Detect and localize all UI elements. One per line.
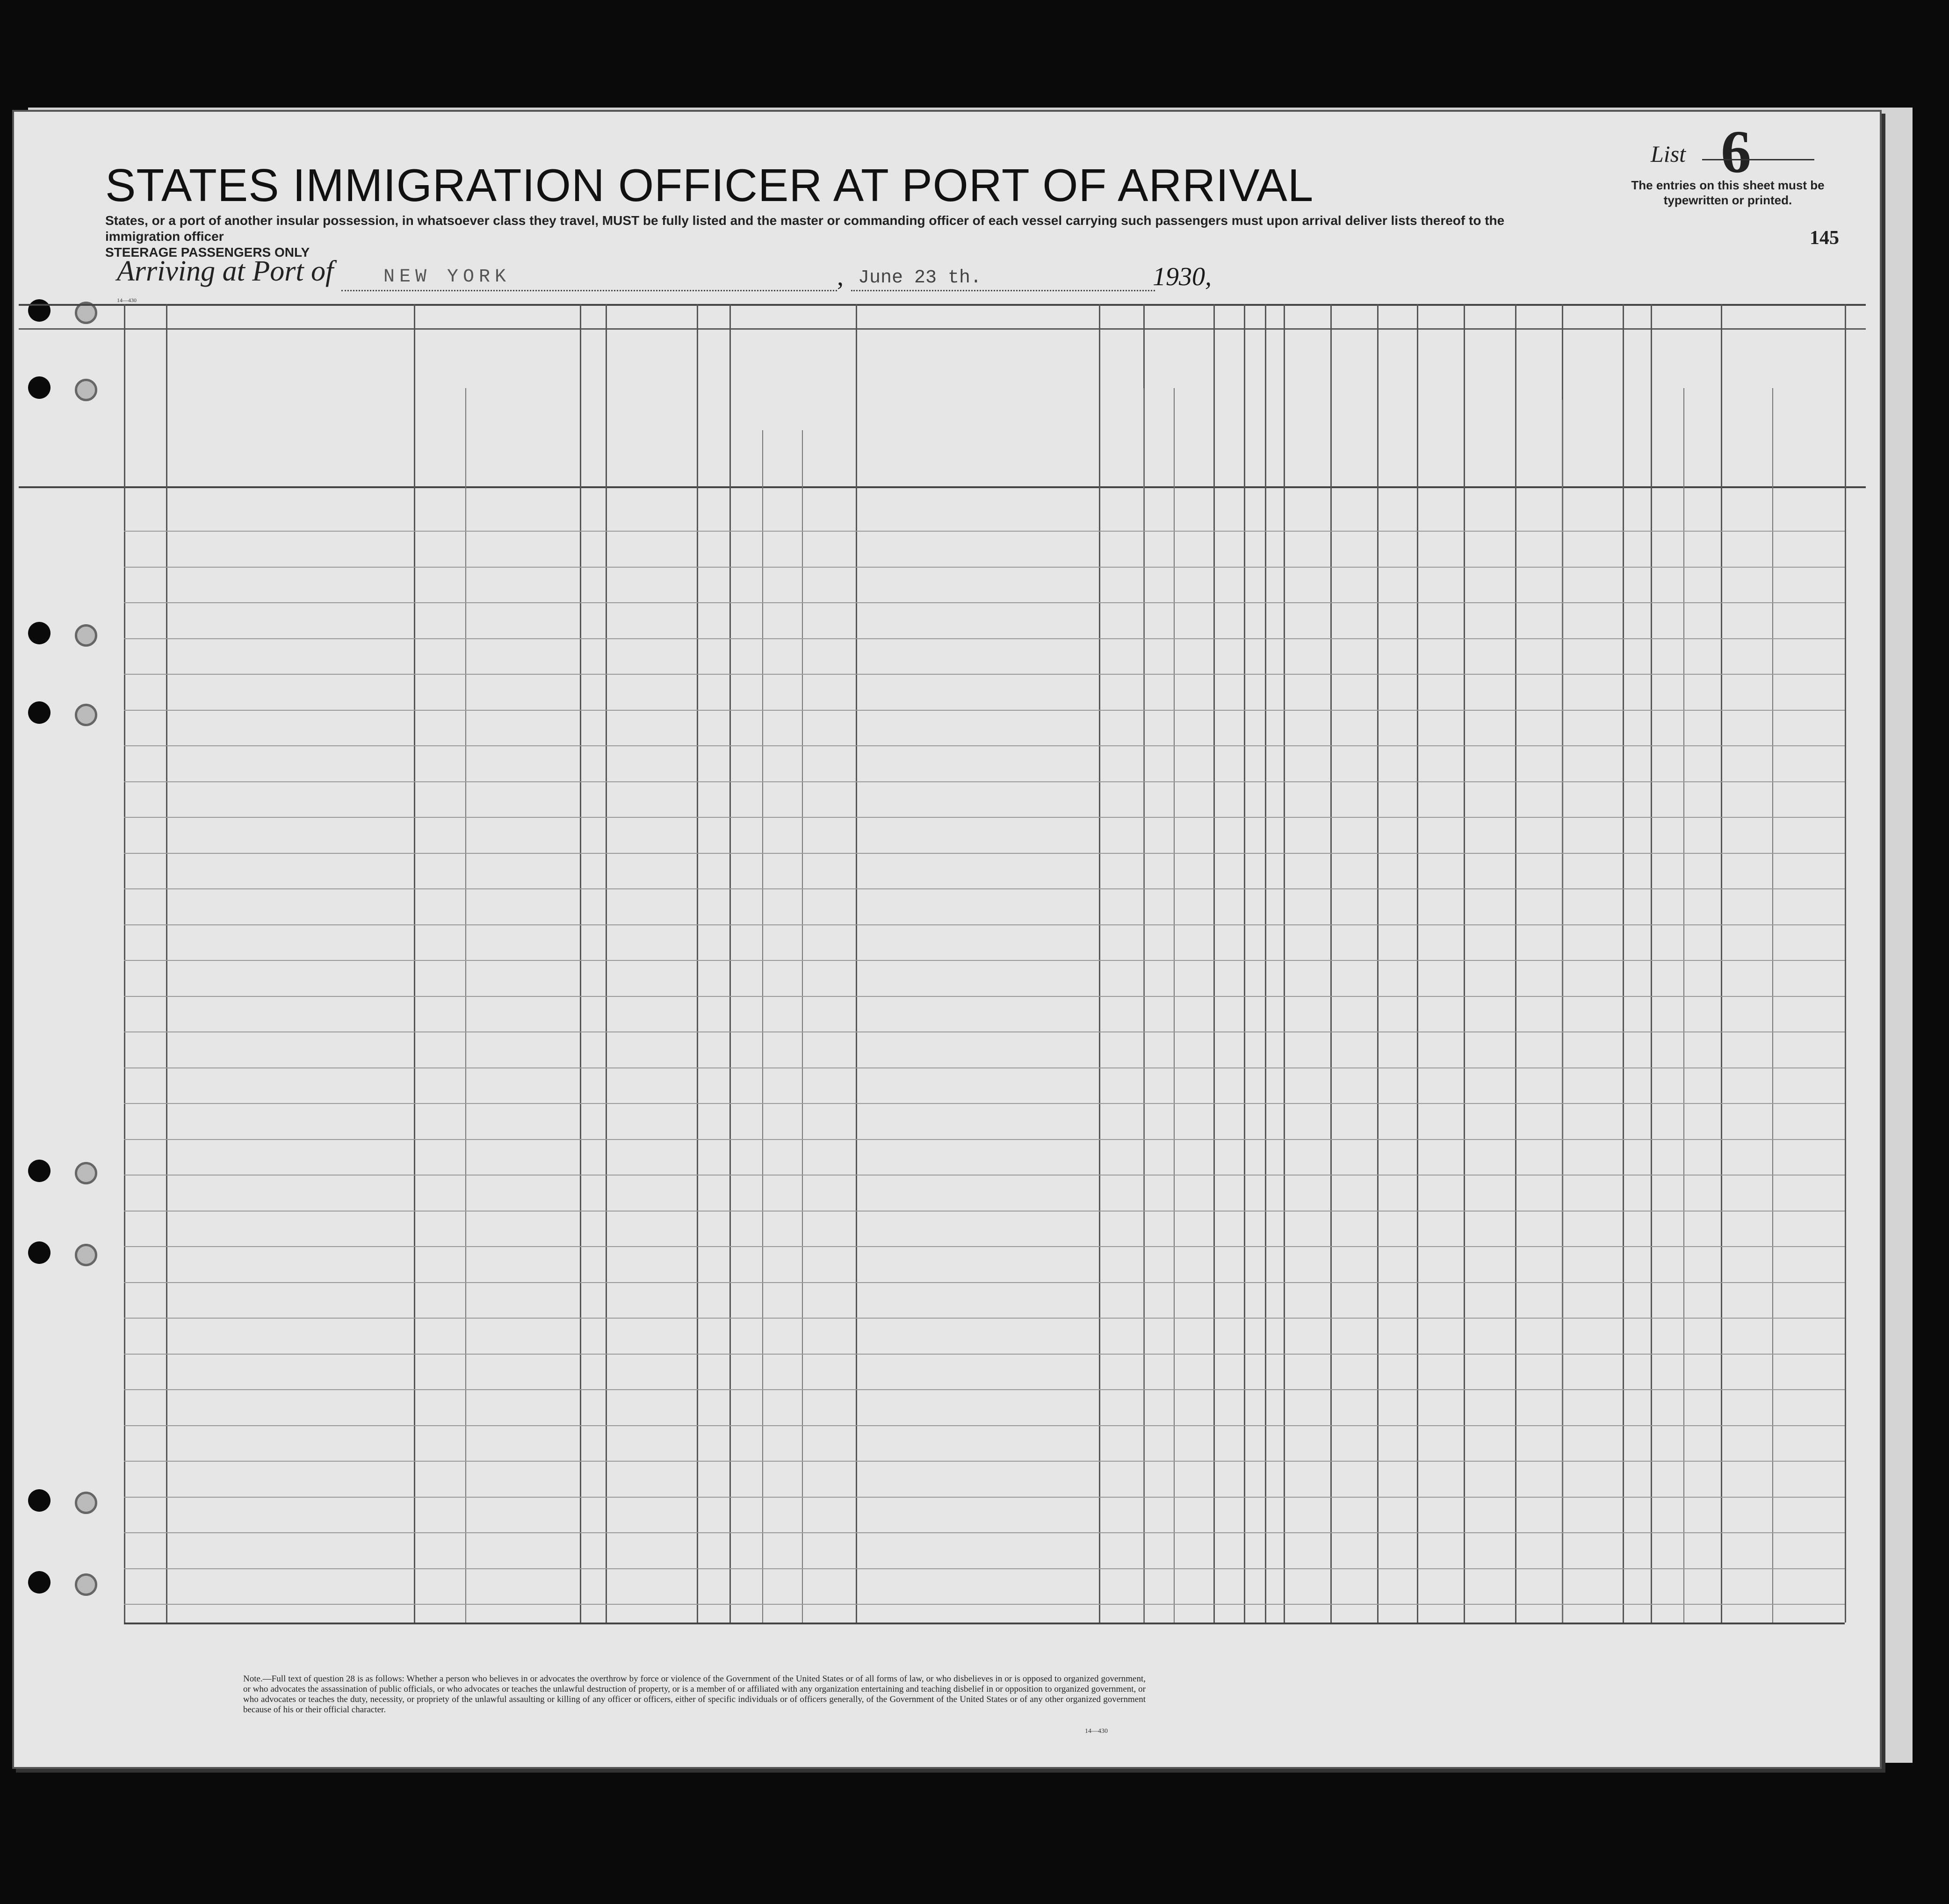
subcolumn-divider	[802, 430, 803, 1623]
row-line	[124, 1067, 1845, 1068]
binder-ring	[75, 624, 97, 647]
binder-hole	[28, 622, 51, 644]
row-line	[124, 1497, 1845, 1498]
page-number: 145	[1810, 227, 1839, 249]
binder-hole	[28, 1160, 51, 1182]
row-line	[124, 1175, 1845, 1176]
subtitle-line-1: States, or a port of another insular possession, in whatsoever class they travel, MUST be fully listed and the master or commanding officer of each vessel carrying such passengers must upon arrival deliver lists thereof to the immigration officer	[105, 213, 1505, 244]
binder-ring	[75, 379, 97, 401]
binder-ring	[75, 704, 97, 726]
binder-hole	[28, 701, 51, 724]
subcolumn-divider	[1143, 388, 1144, 1623]
binder-ring	[75, 1162, 97, 1184]
table-bottom-border	[124, 1623, 1845, 1624]
row-line	[124, 1282, 1845, 1283]
binder-hole	[28, 1571, 51, 1594]
binder-hole	[28, 376, 51, 399]
row-line	[124, 888, 1845, 889]
binder-ring	[75, 1573, 97, 1596]
subtitle-line-2: STEERAGE PASSENGERS ONLY	[105, 245, 310, 260]
row-line	[124, 996, 1845, 997]
row-line	[124, 1211, 1845, 1212]
row-line	[124, 853, 1845, 854]
row-line	[124, 817, 1845, 818]
row-line	[124, 1103, 1845, 1104]
list-underline	[1702, 159, 1814, 160]
form-code-bottom: 14—430	[1085, 1728, 1108, 1735]
row-line	[124, 1031, 1845, 1032]
subcolumn-divider	[465, 388, 466, 1623]
form-code-top: 14—430	[117, 297, 137, 303]
binder-ring	[75, 1244, 97, 1266]
binder-ring	[75, 1492, 97, 1514]
list-number: 6	[1721, 118, 1751, 186]
subcolumn-divider	[762, 430, 763, 1623]
row-line	[124, 1389, 1845, 1390]
colnum-row-border	[19, 328, 1866, 330]
row-line	[124, 1354, 1845, 1355]
row-line	[124, 745, 1845, 746]
column-divider	[1845, 304, 1846, 1623]
year-value: 1930,	[1153, 262, 1212, 291]
entries-note: The entries on this sheet must be typewritten or printed.	[1631, 178, 1825, 207]
row-line	[124, 1246, 1845, 1247]
list-label: List	[1651, 141, 1686, 167]
binder-hole	[28, 1489, 51, 1512]
table-top-border	[19, 304, 1866, 306]
binder-hole	[28, 299, 51, 322]
comma-separator: ,	[837, 262, 844, 291]
row-line	[124, 567, 1845, 568]
row-line	[124, 1604, 1845, 1605]
arriving-label: Arriving at Port of	[117, 255, 334, 287]
row-line	[124, 1568, 1845, 1569]
row-line	[124, 1425, 1845, 1426]
header-bottom-border	[19, 486, 1866, 488]
binder-hole	[28, 1241, 51, 1264]
subcolumn-divider	[1174, 388, 1175, 1623]
row-line	[124, 1532, 1845, 1533]
row-line	[124, 1139, 1845, 1140]
footnote: Note.—Full text of question 28 is as follows: Whether a person who believes in or advocates the overthrow by force or violence of the Government of the United States or of all forms of law, or who disbelieves in or is opposed to organized government, or who advocates the assassination of public officials, or who advocates or teaches the unlawful destruction of property, or is a member of or affiliated with any organization entertaining and teaching disbelief in or opposition to organized government, or who advocates or teaches the duty, necessity, or propriety of the unlawful assaulting or killing of any officer or officers, either of specific individuals or of officers generally, of the Government of the United States or of any other organized government because of his or their official character.	[243, 1674, 1146, 1715]
row-line	[124, 531, 1845, 532]
row-line	[124, 960, 1845, 961]
subcolumn-divider	[1683, 388, 1684, 1623]
port-value: NEW YORK	[383, 267, 511, 288]
form-title: STATES IMMIGRATION OFFICER AT PORT OF ARRIVAL	[105, 159, 1314, 211]
row-line	[124, 674, 1845, 675]
manifest-page	[12, 110, 1882, 1769]
row-line	[124, 638, 1845, 639]
row-line	[124, 781, 1845, 782]
date-value: June 23 th.	[858, 267, 982, 288]
row-line	[124, 710, 1845, 711]
subcolumn-divider	[1772, 388, 1773, 1623]
row-line	[124, 924, 1845, 925]
row-line	[124, 1461, 1845, 1462]
subcolumn-divider	[1562, 400, 1563, 1623]
row-line	[124, 602, 1845, 603]
form-subtitle	[105, 213, 1531, 260]
row-line	[124, 1318, 1845, 1319]
